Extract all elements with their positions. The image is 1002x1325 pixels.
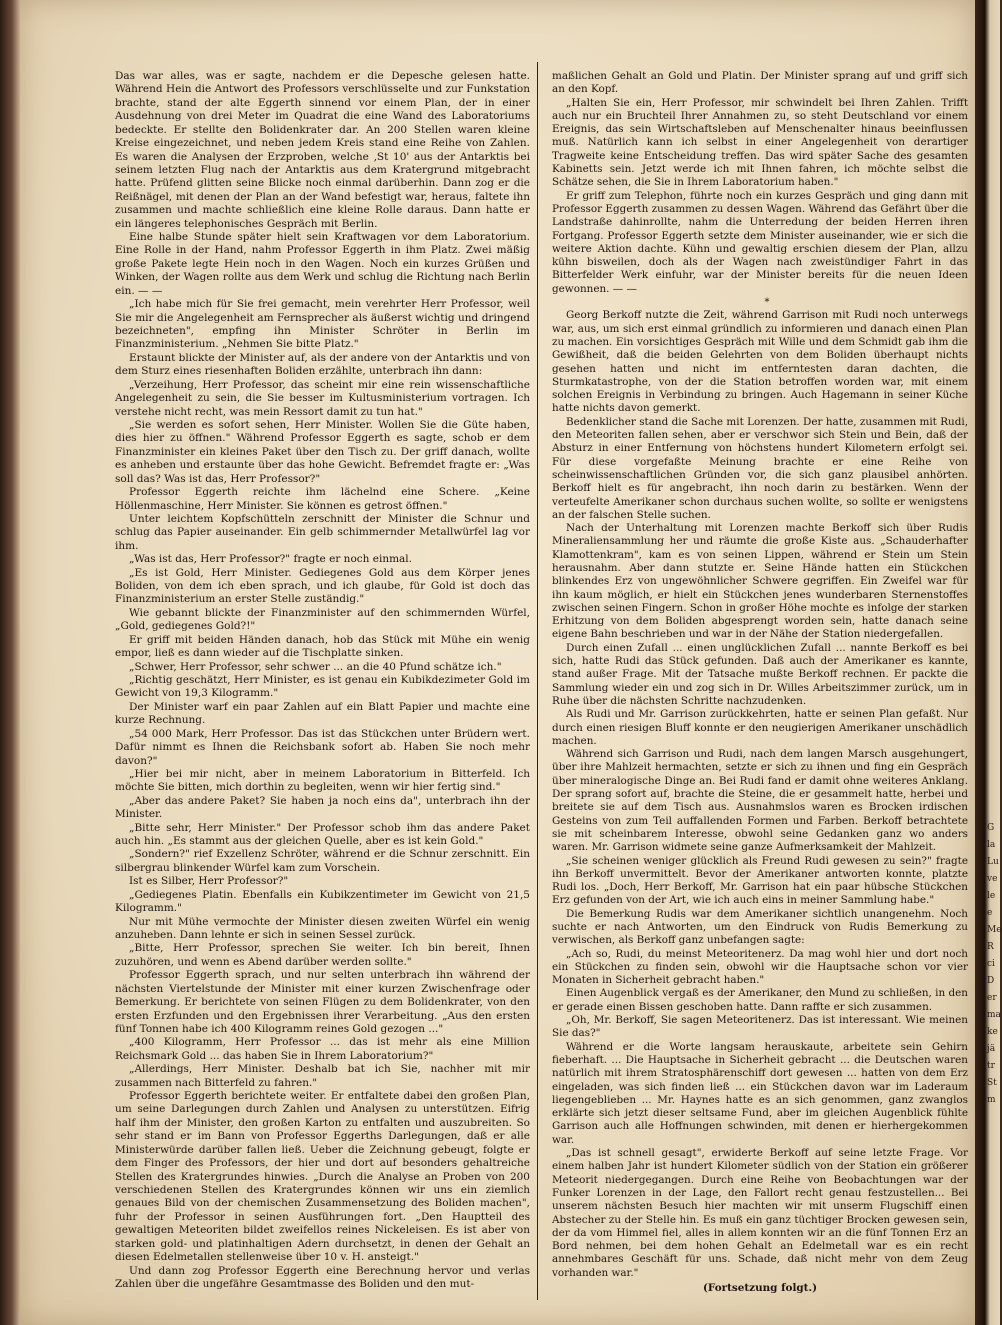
paragraph: „Sondern?" rief Exzellenz Schröter, während er die Schnur zerschnitt. Ein silbergrau blinkender Würfel kam zum Vorschein. (115, 848, 530, 874)
paragraph: „Halten Sie ein, Herr Professor, mir schwindelt bei Ihren Zahlen. Trifft auch nur ein Bruchteil Ihrer Annahmen zu, so steht Deutschland vor einem Ereignis, das sein Wirtschaftsleben auf Menschenalter hinaus beeinflussen muß. Natürlich kann ich selbst in einer Angelegenheit von derartiger Tragweite keine Entscheidung treffen. Das wird später Sache des gesamten Kabinetts sein. Jetzt werde ich mit Ihnen fahren, ich möchte selbst die Schätze sehen, die Sie in Ihrem Laboratorium haben." (552, 96, 968, 189)
edge-text-fragment: R (987, 942, 994, 952)
paragraph: „Richtig geschätzt, Herr Minister, es ist genau ein Kubikdezimeter Gold im Gewicht von 19,3 Kilogramm." (115, 673, 530, 700)
paragraph: Professor Eggerth reichte ihm lächelnd eine Schere. „Keine Höllenmaschine, Herr Minister. Sie können es getrost öffnen." (115, 486, 530, 512)
paragraph: „Sie werden es sofort sehen, Herr Minister. Wollen Sie die Güte haben, dies hier zu öffnen." Während Professor Eggerth es sagte, schob er dem Finanzminister ein kleines Paket über den Tisch zu. Der griff danach, wollte es anheben und erstaunte über das hohe Gewicht. Befremdet fragte er: „Was soll das? Was ist das, Herr Professor?" (115, 418, 530, 485)
paragraph: Und dann zog Professor Eggerth eine Berechnung hervor und verlas Zahlen über die ungefähre Gesamtmasse des Boliden und den mut- (115, 1264, 530, 1290)
paragraph: Er griff mit beiden Händen danach, hob das Stück mit Mühe ein wenig empor, ließ es dann wieder auf die Tischplatte sinken. (115, 633, 530, 660)
paragraph: „Es ist Gold, Herr Minister. Gediegenes Gold aus dem Körper jenes Boliden, von dem ich eben sprach, und ich glaube, für Gold ist doch das Finanzministerium an erster Stelle zuständig." (115, 566, 530, 606)
paragraph: Durch einen Zufall ... einen unglücklichen Zufall ... nannte Berkoff es bei sich, hatte Rudi das Stück gefunden. Daß auch der Amerikaner es kannte, stand außer Frage. Mit der Tatsache mußte Berkoff rechnen. Er packte die Sammlung wieder ein und zog sich in Dr. Willes Arbeitszimmer zurück, um in Ruhe über die nächsten Schritte nachzudenken. (552, 641, 968, 707)
edge-text-fragment: tr (987, 1061, 995, 1071)
paragraph: „Gediegenes Platin. Ebenfalls ein Kubikzentimeter im Gewicht von 21,5 Kilogramm." (115, 888, 530, 915)
paragraph: „Verzeihung, Herr Professor, das scheint mir eine rein wissenschaftliche Angelegenheit zu sein, die Sie besser im Kultusministerium vortragen. Ich verstehe nicht recht, was mein Ressort damit zu tun hat." (115, 378, 530, 418)
edge-text-fragment: le (987, 891, 996, 901)
paragraph: Die Bemerkung Rudis war dem Amerikaner sichtlich unangenehm. Noch suchte er nach Antworten, um den Eindruck von Rudis Bemerkung zu verwischen, als Berkoff ganz unbefangen sagte: (552, 907, 968, 947)
paragraph: Das war alles, was er sagte, nachdem er die Depesche gelesen hatte. Während Hein die Antwort des Professors verschlüsselte und zur Funkstation brachte, stand der alte Eggerth sinnend vor einem Plan, der in einer Ausdehnung von drei Meter im Quadrat die eine Wand des Laboratoriums bedeckte. Er stellte den Bolidenkrater dar. An 200 Stellen waren kleine Kreise eingezeichnet, und neben jedem Kreis stand eine Reihe von Zahlen. Es waren die Analysen der Erzproben, welche ‚St 10' aus der Antarktis bei seinem letzten Flug nach der Antarktis aus dem Kratergrund mitgebracht hatte. Prüfend glitten seine Blicke noch einmal darüberhin. Dann zog er die Reißnägel, mit denen der Plan an der Wand befestigt war, heraus, faltete ihn zusammen und machte schließlich eine kleine Rolle daraus. Dann hatte er ein längeres telephonisches Gespräch mit Berlin. (115, 70, 530, 230)
edge-text-fragment: Lu (987, 857, 999, 867)
edge-text-fragment: ve (987, 874, 998, 884)
paragraph: „54 000 Mark, Herr Professor. Das ist das Stückchen unter Brüdern wert. Dafür nimmt es Ihnen die Reichsbank sofort ab. Haben Sie noch mehr davon?" (115, 727, 530, 767)
paragraph: Während er die Worte langsam herauskaute, arbeitete sein Gehirn fieberhaft. ... Die Hauptsache in Sicherheit gebracht ... die Deutschen waren natürlich mit ihrem Stratosphärenschiff dort gewesen ... hatten von dem Erz eingeladen, was sich finden ließ ... ein Stückchen davon war im Laderaum liegengeblieben ... Mr. Haynes hatte es an sich genommen, ganz zwanglos erklärte sich jetzt dieser seltsame Fund, aber im gleichen Augenblick fühlte Garrison auch alle Hoffnungen schwinden, mit denen er hierhergekommen war. (552, 1040, 968, 1146)
left-binding-edge (0, 0, 20, 1325)
paragraph: Einen Augenblick vergaß es der Amerikaner, den Mund zu schließen, in den er gerade einen Bissen geschoben hatte. Dann raffte er sich zusammen. (552, 987, 968, 1013)
paragraph: Professor Eggerth berichtete weiter. Er entfaltete dabei den großen Plan, um seine Darlegungen durch Zahlen und Analysen zu unterstützen. Eifrig half ihm der Minister, den großen Karton zu entfalten und auszubreiten. So sehr stand er im Bann von Professor Eggerths Darlegungen, daß er alle Ministerwürde darüber fallen ließ. Ueber die Zeichnung gebeugt, folgte er dem Finger des Professors, der hier und dort auf besonders gehaltreiche Stellen des Kratergrundes hinwies. „Durch die Analyse an Proben von 200 verschiedenen Stellen des Kratergrundes können wir uns ein ziemlich genaues Bild von der chemischen Zusammensetzung des Boliden machen", fuhr der Professor in seinen Ausführungen fort. „Den Hauptteil des gewaltigen Meteoriten bildet zweifellos reines Nickeleisen. Es ist aber von starken gold- und platinhaltigen Adern durchsetzt, in denen der Gehalt an diesen Edelmetallen stellenweise über 10 v. H. ansteigt." (115, 1090, 530, 1264)
paragraph: „Aber das andere Paket? Sie haben ja noch eins da", unterbrach ihn der Minister. (115, 794, 530, 821)
paragraph: Der Minister warf ein paar Zahlen auf ein Blatt Papier und machte eine kurze Rechnung. (115, 700, 530, 727)
paragraph: „Das ist schnell gesagt", erwiderte Berkoff auf seine letzte Frage. Vor einem halben Jahr ist hundert Kilometer südlich von der Station ein größerer Meteorit niedergegangen. Durch eine Reihe von Beobachtungen war der Funker Lorenzen in der Lage, den Fallort recht genau festzustellen... Bei unserem nächsten Besuch hier machten wir mit unserm Flugschiff einen Abstecher zu der Stelle hin. Es muß ein ganz tüchtiger Brocken gewesen sein, der da vom Himmel fiel, alles in allem konnten wir an die fünf Tonnen Erz an Bord nehmen, bei dem hohen Gehalt an Edelmetall war es ein recht annehmbares Geschäft für uns. Schade, daß nicht mehr von dem Zeug vorhanden war." (552, 1147, 968, 1279)
paragraph: „Bitte, Herr Professor, sprechen Sie weiter. Ich bin bereit, Ihnen zuzuhören, und wenn es Abend darüber werden sollte." (115, 942, 530, 968)
paragraph: „Ich habe mich für Sie frei gemacht, mein verehrter Herr Professor, weil Sie mir die Angelegenheit am Fernsprecher als äußerst wichtig und dringend bezeichneten", empfing ihn Minister Schröter in Berlin im Finanzministerium. „Nehmen Sie bitte Platz." (115, 298, 530, 351)
paragraph: maßlichen Gehalt an Gold und Platin. Der Minister sprang auf und griff sich an den Kopf. (552, 70, 968, 96)
edge-text-fragment: jä (987, 1044, 996, 1054)
paragraph: „Schwer, Herr Professor, sehr schwer ... an die 40 Pfund schätze ich." (129, 660, 502, 673)
left-column (115, 70, 530, 1291)
paragraph: Eine halbe Stunde später hielt sein Kraftwagen vor dem Laboratorium. Eine Rolle in der Hand, nahm Professor Eggerth in ihm Platz. Zwei mäßig große Pakete legte Hein noch in den Wagen. Noch ein kurzes Grüßen und Winken, der Wagen rollte aus dem Werk und schlug die Richtung nach Berlin ein. — — (115, 231, 530, 297)
paragraph: „Was ist das, Herr Professor?" fragte er noch einmal. (129, 553, 412, 566)
paragraph: Ist es Silber, Herr Professor?" (129, 875, 289, 888)
edge-text-fragment: Me (987, 925, 1002, 935)
right-column (552, 70, 968, 1295)
paragraph: Wie gebannt blickte der Finanzminister auf den schimmernden Würfel, „Gold, gediegenes Gold?!" (115, 606, 530, 633)
edge-text-fragment: ma (987, 1010, 1001, 1020)
paragraph: Als Rudi und Mr. Garrison zurückkehrten, hatte er seinen Plan gefaßt. Nur durch einen riesigen Bluff konnte er den neugierigen Amerikaner unschädlich machen. (552, 708, 968, 747)
paragraph: „Ach so, Rudi, du meinst Meteoritenerz. Da mag wohl hier und dort noch ein Stückchen zu finden sein, obwohl wir die Hauptsache schon vor vier Monaten in Sicherheit gebracht haben." (552, 947, 968, 987)
paragraph: Professor Eggerth sprach, und nur selten unterbrach ihn während der nächsten Viertelstunde der Minister mit einer kurzen Zwischenfrage oder Bemerkung. Er berichtete von seinen Flügen zu dem Bolidenkrater, von den ersten Erzfunden und den Ergebnissen ihrer Verarbeitung. „Aus den ersten fünf Tonnen habe ich 400 Kilogramm reines Gold gezogen ..." (115, 969, 530, 1035)
paragraph: Während sich Garrison und Rudi, nach dem langen Marsch ausgehungert, über ihre Mahlzeit hermachten, setzte er sich zu ihnen und fing ein Gespräch über mineralogische Dinge an. Bei Rudi fand er damit ohne weiteres Anklang. Der sprang sofort auf, brachte die Steine, die er gesammelt hatte, herbei und breitete sie auf dem Tisch aus. Ausnahmslos waren es Brocken irdischen Gesteins von zum Teil auffallenden Formen und Farben. Berkoff betrachtete sie mit scheinbarem Interesse, obwohl seine Gedanken ganz wo anders waren. Mr. Garrison widmete seine ganze Aufmerksamkeit der Mahlzeit. (552, 748, 968, 854)
edge-text-fragment: ci (987, 959, 995, 969)
paragraph: Georg Berkoff nutzte die Zeit, während Garrison mit Rudi noch unterwegs war, aus, um sich erst einmal gründlich zu informieren und danach einen Plan zu machen. Ein vorsichtiges Gespräch mit Wille und dem Schmidt gab ihm die Gewißheit, daß die beiden Gelehrten von dem Boliden überhaupt nichts gesehen hatten und nicht im entferntesten daran dachten, die Sturmkatastrophe, von der die Station betroffen worden war, mit einem solchen Ereignis in Verbindung zu bringen. Auch Hagemann in seiner Küche hatte nichts davon gemerkt. (552, 309, 968, 415)
paragraph: Erstaunt blickte der Minister auf, als der andere von der Antarktis und von dem Sturz eines riesenhaften Boliden erzählte, unterbrach ihn dann: (115, 351, 530, 378)
paragraph: Nach der Unterhaltung mit Lorenzen machte Berkoff sich über Rudis Mineraliensammlung her und räumte die große Kiste aus. „Schauderhafter Klamottenkram", kam es von seinen Lippen, während er Stein um Stein herausnahm. Aber dann stutzte er. Seine Hände hatten ein Stückchen blinkendes Erz von ungewöhnlicher Schwere gegriffen. Ein Zweifel war für ihn kaum möglich, er hielt ein Stückchen jenes wunderbaren Sternenstoffes zwischen seinen Fingern. Schon in großer Höhe mochte es infolge der starken Erhitzung von dem Boliden abgesprengt worden sein, hatte danach seine eigene Bahn beschrieben und war in der Nähe der Station niedergefallen. (552, 522, 968, 641)
paragraph: „Bitte sehr, Herr Minister." Der Professor schob ihm das andere Paket auch hin. „Es stammt aus der gleichen Quelle, aber es ist kein Gold." (115, 821, 530, 848)
edge-text-fragment: D (987, 976, 995, 986)
column-divider (537, 62, 538, 1300)
edge-text-fragment: la (987, 840, 996, 850)
paragraph: Er griff zum Telephon, führte noch ein kurzes Gespräch und ging dann mit Professor Eggerth zusammen zu dessen Wagen. Während das Gefährt über die Landstraße dahinrollte, nahm die Unterredung der beiden Herren ihren Fortgang. Professor Eggerth setzte dem Minister auseinander, wie er sich die weitere Aktion dachte. Kühn und gewaltig erschien diesem der Plan, allzu kühn bisweilen, doch als der Wagen nach zweistündiger Fahrt in das Bitterfelder Werk einfuhr, war der Minister bereits für die neuen Ideen gewonnen. — — (552, 189, 968, 295)
edge-text-fragment: ke (987, 1027, 998, 1037)
edge-text-fragment: er (987, 993, 997, 1003)
paragraph: Bedenklicher stand die Sache mit Lorenzen. Der hatte, zusammen mit Rudi, den Meteoriten fallen sehen, aber er verschwor sich Stein und Bein, daß der Absturz in einer Entfernung von höchstens hundert Kilometern erfolgt sei. Für diese vorgefaßte Meinung brachte er eine Reihe von scheinwissenschaftlichen Gründen vor, die sich ganz plausibel anhörten. Berkoff hielt es für angebracht, ihn noch darin zu bestärken. Wenn der verteufelte Amerikaner schon durchaus suchen wollte, so sollte er wenigstens an der falschen Stelle suchen. (552, 415, 968, 521)
section-break: * (764, 297, 770, 309)
adjacent-page-fragment (987, 820, 1000, 1270)
paragraph: „400 Kilogramm, Herr Professor ... das ist mehr als eine Million Reichsmark Gold ... das haben Sie in Ihrem Laboratorium?" (115, 1036, 530, 1062)
edge-text-fragment: e (987, 908, 993, 918)
continued-note: (Fortsetzung folgt.) (702, 1282, 818, 1295)
paragraph: „Allerdings, Herr Minister. Deshalb bat ich Sie, nachher mit mir zusammen nach Bitterfeld zu fahren." (115, 1063, 530, 1089)
edge-text-fragment: St (987, 1078, 997, 1088)
edge-text-fragment: G (987, 823, 995, 833)
paragraph: „Oh, Mr. Berkoff, Sie sagen Meteoritenerz. Das ist interessant. Wie meinen Sie das?" (552, 1014, 968, 1040)
edge-text-fragment: m (987, 1095, 996, 1105)
paragraph: „Sie scheinen weniger glücklich als Freund Rudi gewesen zu sein?" fragte ihn Berkoff unvermittelt. Bevor der Amerikaner antworten konnte, platzte Rudi los. „Doch, Herr Berkoff, Mr. Garrison hat ein paar hübsche Stückchen Erz gefunden von der Art, wie ich auch eins in meiner Sammlung habe." (552, 854, 968, 907)
paragraph: Nur mit Mühe vermochte der Minister diesen zweiten Würfel ein wenig anzuheben. Dann lehnte er sich in seinen Sessel zurück. (115, 915, 530, 941)
paragraph: „Hier bei mir nicht, aber in meinem Laboratorium in Bitterfeld. Ich möchte Sie bitten, mich dorthin zu begleiten, wenn wir hier fertig sind." (115, 767, 530, 794)
paragraph: Unter leichtem Kopfschütteln zerschnitt der Minister die Schnur und schlug das Papier auseinander. Ein gelb schimmernder Metallwürfel lag vor ihm. (115, 512, 530, 552)
